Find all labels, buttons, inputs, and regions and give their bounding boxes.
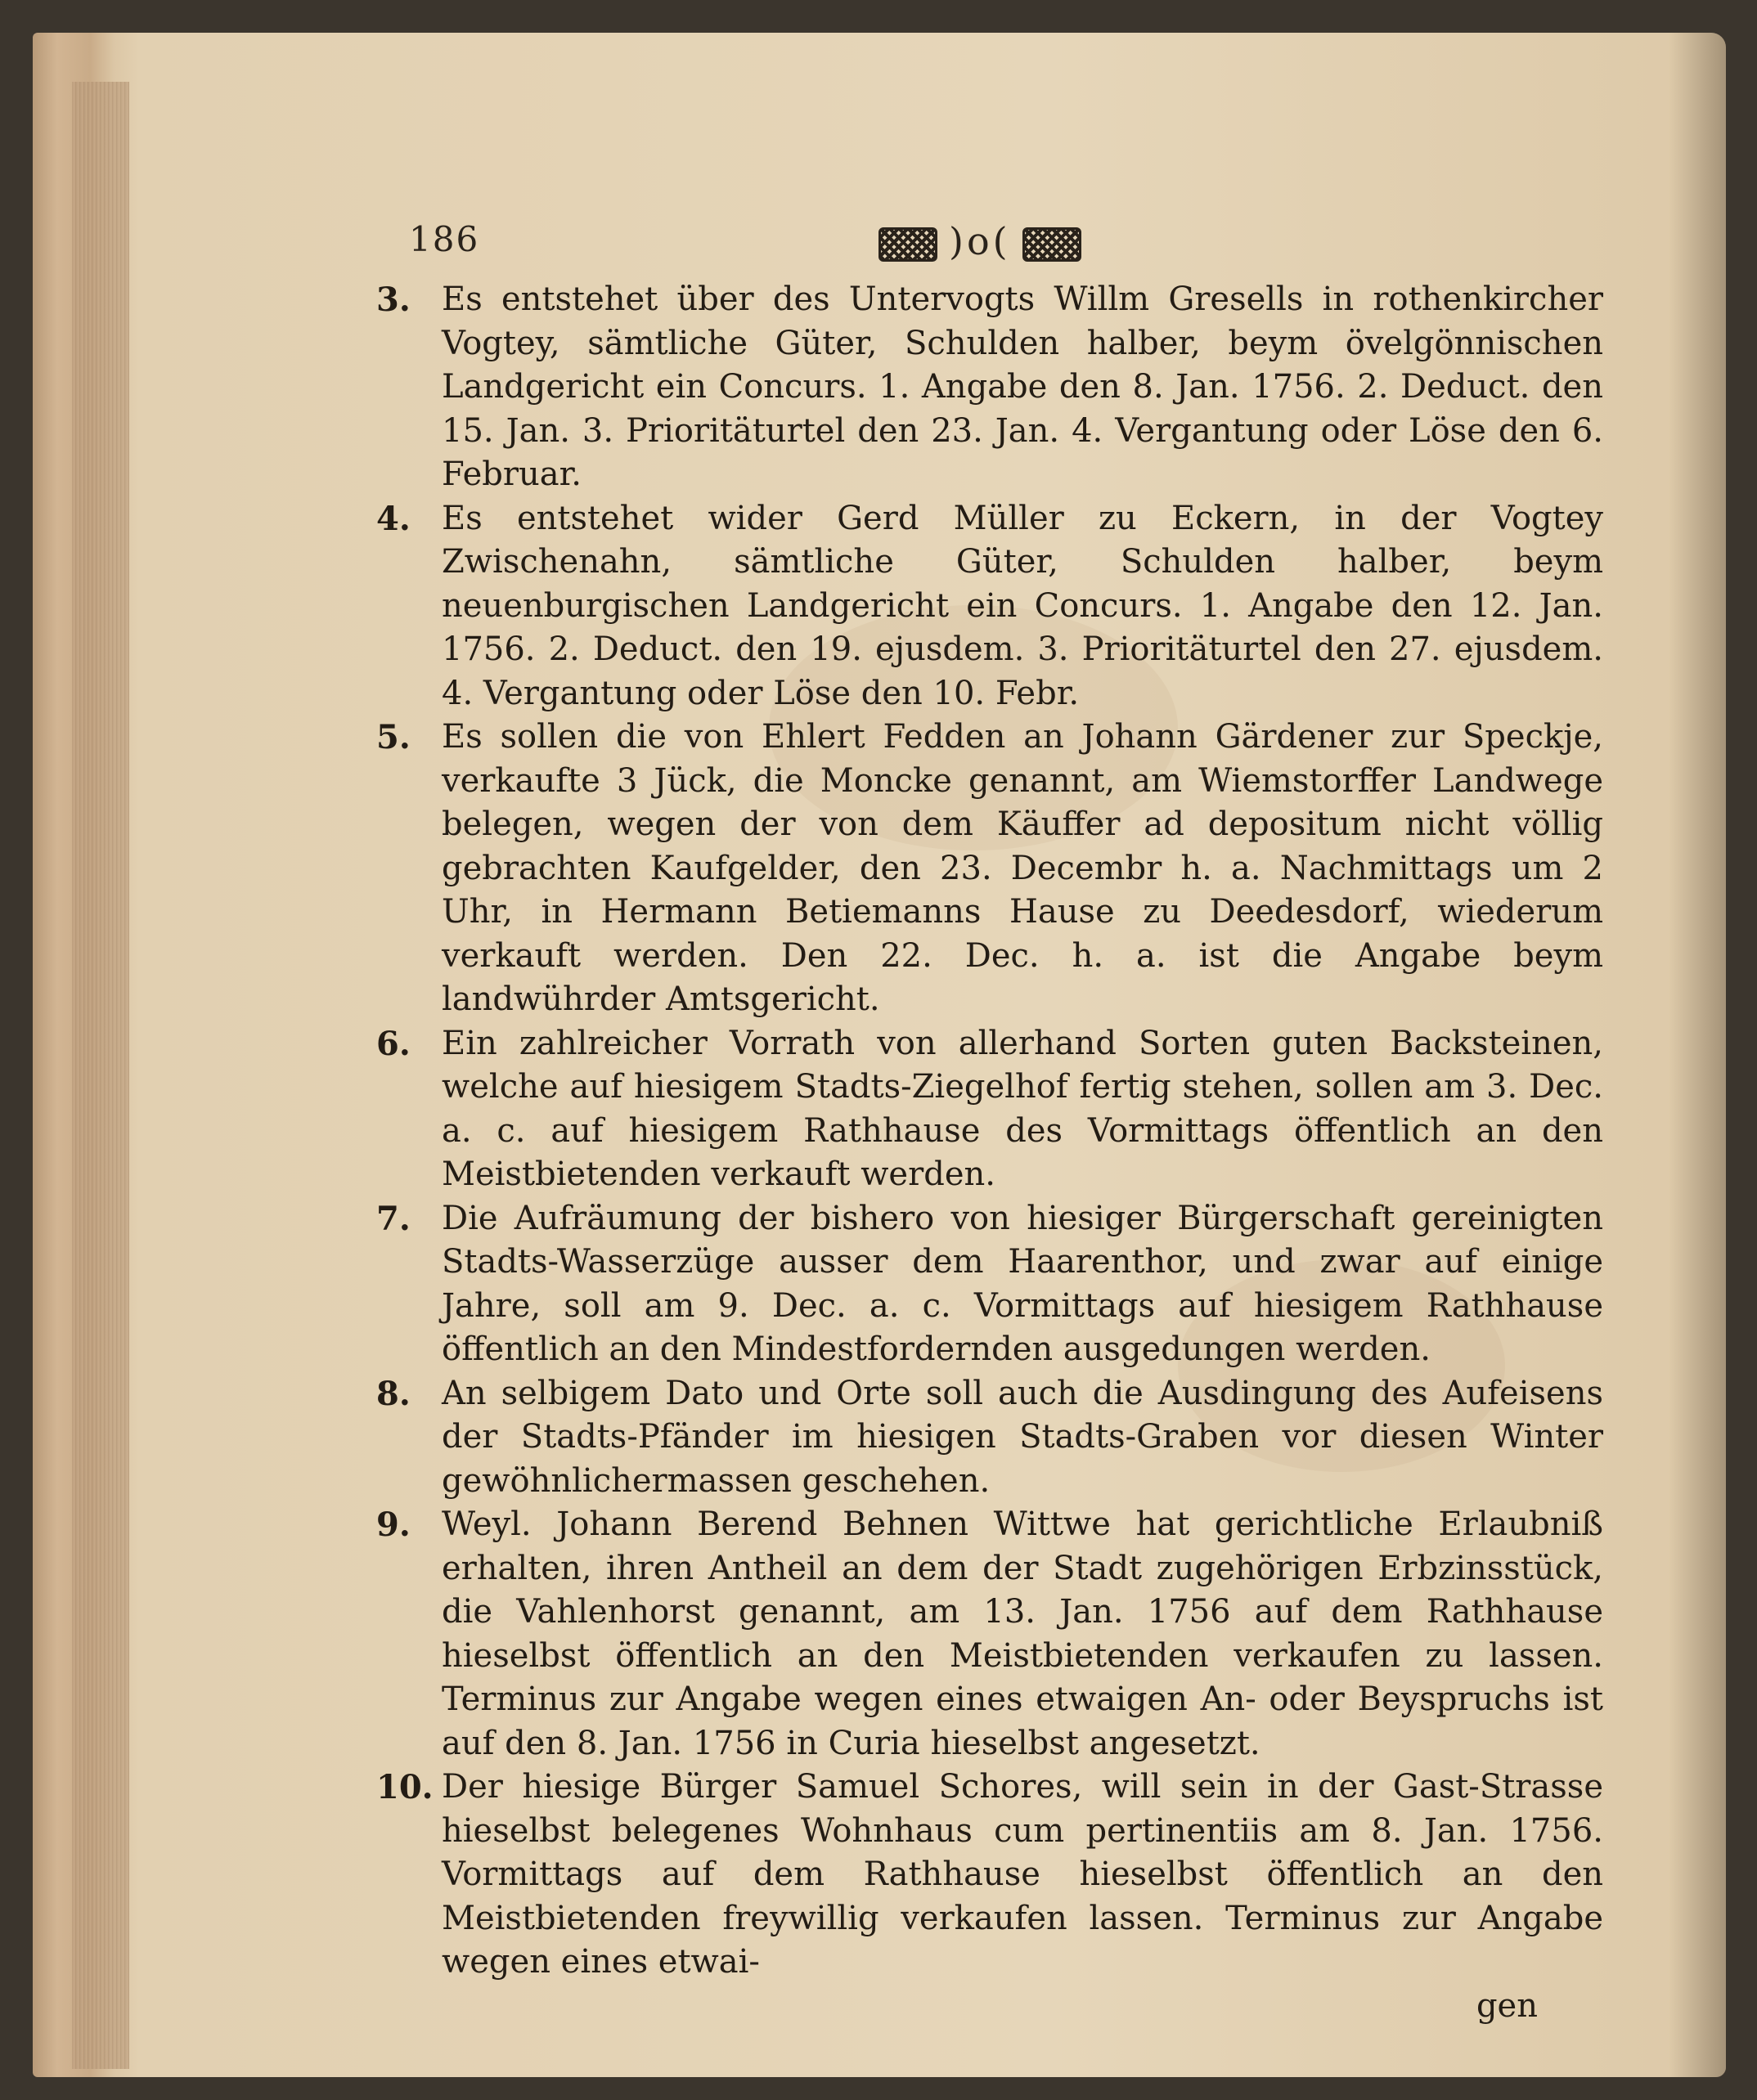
entry-text: Es entstehet wider Gerd Müller zu Eckern, in der Vogtey Zwischenahn, sämtliche Güter, Schulden halber, beym neuenburgischen Landgericht ein Concurs. 1. Angabe den 12. Jan. 1756. 2. Deduct. den 19. ejusdem. 3. Prioritäturtel den 27. ejusdem. 4. Vergantung oder Löse den 10. Febr. (442, 499, 1603, 712)
notice-entry (376, 1022, 1603, 1197)
entry-number: 10. (376, 1768, 434, 1806)
entry-text: Es sollen die von Ehlert Fedden an Johann Gärdener zur Speckje, verkaufte 3 Jück, die Moncke genannt, am Wiemstorffer Landwege belegen, wegen der von dem Käuffer ad depositum nicht völlig gebrachten Kaufgelder, den 23. Decembr h. a. Nachmittags um 2 Uhr, in Hermann Betiemanns Hause zu Deedesdorf, wiederum verkauft werden. Den 22. Dec. h. a. ist die Angabe beym landwührder Amtsgericht. (442, 718, 1603, 1018)
entry-number: 6. (376, 1024, 411, 1063)
notice-list (376, 278, 1603, 1985)
notice-entry (376, 497, 1603, 716)
catchword: gen (1476, 1987, 1538, 2025)
notice-entry (376, 716, 1603, 1022)
entry-text: An selbigem Dato und Orte soll auch die Ausdingung des Aufeisens der Stadts-Pfänder im hiesigen Stadts-Graben vor diesen Winter gewöhnlichermassen geschehen. (442, 1374, 1603, 1500)
entry-text: Die Aufräumung der bishero von hiesiger Bürgerschaft gereinigten Stadts-Wasserzüge ausser dem Haarenthor, und zwar auf einige Jahre, soll am 9. Dec. a. c. Vormittags auf hiesigem Rathhause öffentlich an den Mindestfordernden ausgedungen werden. (442, 1199, 1603, 1368)
page-header (409, 219, 1603, 276)
entry-number: 9. (376, 1505, 411, 1544)
page (33, 33, 1726, 2077)
ornament-right-icon (1022, 227, 1081, 262)
header-ornament (867, 219, 1093, 263)
ornament-center: )o( (949, 219, 1011, 263)
entry-number: 5. (376, 718, 411, 756)
entry-text: Ein zahlreicher Vorrath von allerhand Sorten guten Backsteinen, welche auf hiesigem Stadts-Ziegelhof fertig stehen, sollen am 3. Dec. a. c. auf hiesigem Rathhause des Vormittags öffentlich an den Meistbietenden verkauft werden. (442, 1024, 1603, 1193)
book-page-spread (33, 33, 1726, 2077)
notice-entry (376, 1372, 1603, 1504)
notice-entry (376, 1503, 1603, 1766)
entry-number: 3. (376, 280, 411, 319)
entry-text: Es entstehet über des Untervogts Willm Gresells in rothenkircher Vogtey, sämtliche Güter, Schulden halber, beym övelgönnischen Landgericht ein Concurs. 1. Angabe den 8. Jan. 1756. 2. Deduct. den 15. Jan. 3. Prioritäturtel den 23. Jan. 4. Vergantung oder Löse den 6. Februar. (442, 280, 1603, 493)
notice-entry (376, 1197, 1603, 1372)
ornament-left-icon (878, 227, 937, 262)
entry-number: 8. (376, 1374, 411, 1413)
entry-text: Weyl. Johann Berend Behnen Wittwe hat gerichtliche Erlaubniß erhalten, ihren Antheil an dem der Stadt zugehörigen Erbzinsstück, die Vahlenhorst genannt, am 13. Jan. 1756 auf dem Rathhause hieselbst öffentlich an den Meistbietenden verkaufen zu lassen. Terminus zur Angabe wegen eines etwaigen An- oder Beyspruchs ist auf den 8. Jan. 1756 in Curia hieselbst angesetzt. (442, 1505, 1603, 1762)
notice-entry (376, 278, 1603, 497)
notice-entry (376, 1766, 1603, 1985)
page-number: 186 (409, 219, 480, 259)
entry-text: Der hiesige Bürger Samuel Schores, will sein in der Gast-Strasse hieselbst belegenes Wohnhaus cum pertinentiis am 8. Jan. 1756. Vormittags auf dem Rathhause hieselbst öffentlich an den Meistbietenden freywillig verkaufen lassen. Terminus zur Angabe wegen eines etwai- (442, 1768, 1603, 1981)
entry-number: 7. (376, 1199, 411, 1238)
entry-number: 4. (376, 499, 411, 538)
